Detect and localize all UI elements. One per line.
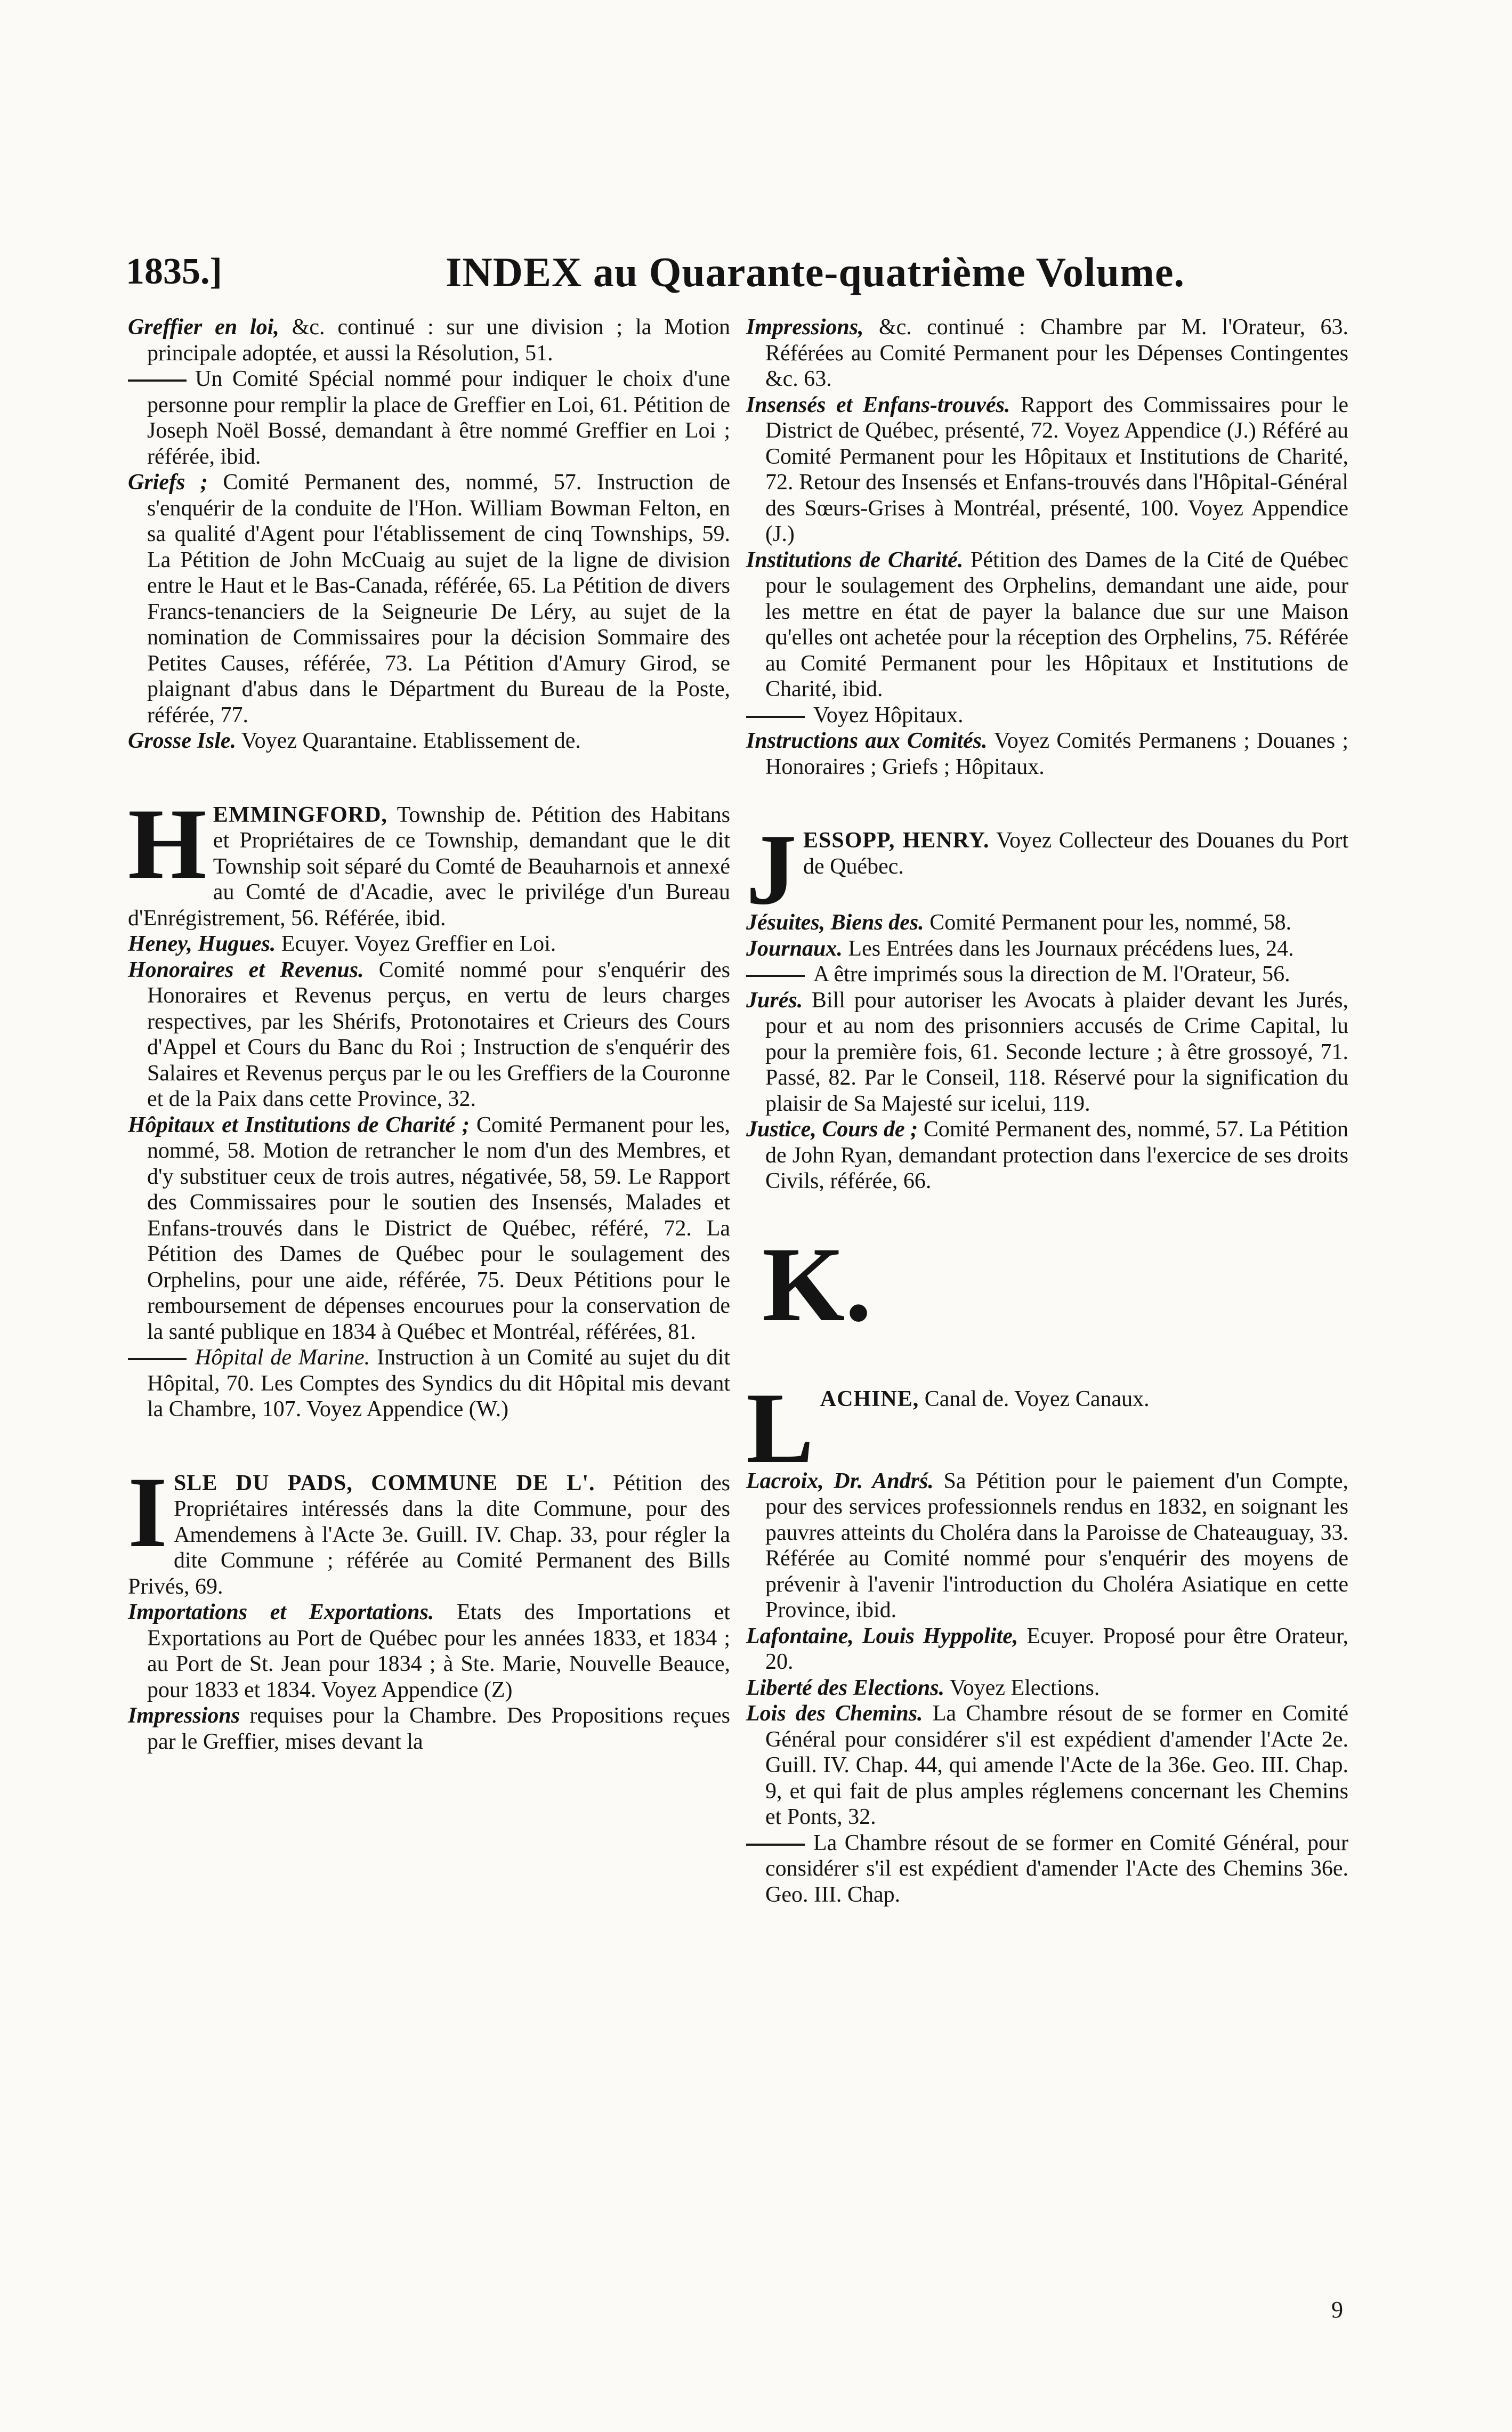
- index-entry: [746, 962, 1348, 988]
- entry-text: &c. continué : sur une division ; la Motion principale adoptée, et aussi la Résolution, 51.: [147, 315, 730, 366]
- entry-headword: Impressions: [128, 1703, 240, 1728]
- entry-headword: SLE DU PADS, COMMUNE DE L'.: [173, 1470, 595, 1496]
- entry-headword: Impressions,: [746, 315, 864, 340]
- entry-text: Un Comité Spécial nommé pour indiquer le choix d'une personne pour remplir la place de Greffier en Loi, 61. Pétition de Joseph Noël Bossé, demandant à être nommé Greffier en Loi ; référée, ibid.: [147, 367, 730, 469]
- page-header: [126, 251, 1357, 298]
- index-entry: [746, 910, 1348, 936]
- header-title: INDEX au Quarante-quatrième Volume.: [446, 249, 1185, 295]
- index-entry: [746, 1623, 1348, 1675]
- entry-text: Ecuyer. Proposé pour être Orateur, 20.: [765, 1623, 1349, 1674]
- index-entry: [746, 1468, 1348, 1623]
- entry-text: requises pour la Chambre. Des Propositions reçues par le Greffier, mises devant la: [147, 1703, 730, 1754]
- ditto-dash: [746, 1844, 805, 1846]
- entry-text: La Chambre résout de se former en Comité Général pour considérer s'il est expédient d'amender l'Acte 2e. Guill. IV. Chap. 44, qui amende l'Acte de la 36e. Geo. III. Chap. 9, et qui fait de plus amples réglemens concernant les Chemins et Ponts, 32.: [765, 1701, 1349, 1829]
- entry-text: Instruction à un Comité au sujet du dit Hôpital, 70. Les Comptes des Syndics du dit Hôpital mis devant la Chambre, 107. Voyez Appendice (W.): [147, 1345, 730, 1421]
- entry-text: Comité Permanent des, nommé, 57. Instruction de s'enquérir de la conduite de l'Hon. William Bowman Felton, en sa qualité d'Agent pour l'établissement de cinq Townships, 59. La Pétition de John McCuaig au sujet de la ligne de division entre le Haut et le Bas-Canada, référée, 65. La Pétition de divers Francs-tenanciers de la Seigneurie De Léry, au sujet de la nomination de Commissaires pour la décision Sommaire des Petites Causes, référée, 73. La Pétition d'Amury Girod, se plaignant d'abus dans le Départment du Bureau de la Poste, référée, 77.: [147, 470, 731, 728]
- drop-initial: H: [128, 788, 207, 900]
- index-entry: [746, 1117, 1348, 1194]
- entry-headword: Lacroix, Dr. Andrś.: [746, 1468, 934, 1493]
- entry-headword: EMMINGFORD,: [213, 802, 387, 827]
- index-entry: [128, 788, 730, 932]
- entry-text: Voyez Hôpitaux.: [813, 702, 964, 728]
- entry-subheading: Hôpital de Marine.: [195, 1345, 370, 1370]
- entry-headword: Importations et Exportations.: [128, 1600, 434, 1625]
- header-year: 1835.]: [126, 251, 222, 292]
- index-entry: [746, 702, 1348, 729]
- index-entry: [128, 1345, 730, 1423]
- index-entry: [746, 728, 1348, 780]
- entry-headword: Justice, Cours de ;: [746, 1117, 918, 1142]
- index-entry: [746, 392, 1348, 547]
- entry-text: Comité nommé pour s'enquérir des Honoraires et Revenus perçus, en vertu de leurs charges respectives, par les Shérifs, Protonotaires et Crieurs des Cours d'Appel et Cours du Banc du Roi ; Instruction de s'enquérir des Salaires et Revenus perçus par le ou les Greffiers de la Couronne et de la Paix dans cette Province, 32.: [147, 957, 731, 1111]
- entry-headword: Jésuites, Biens des.: [746, 910, 924, 935]
- entry-text: Pétition des Dames de la Cité de Québec pour le soulagement des Orphelins, demandant une aide, pour les mettre en état de payer la balance due sur une Maison qu'elles ont achetée pour la réception des Orphelins, 75. Référée au Comité Permanent pour les Hôpitaux et Institutions de Charité, ibid.: [765, 547, 1349, 701]
- left-column: [128, 314, 730, 1755]
- ditto-dash: [746, 716, 805, 718]
- entry-text: Voyez Elections.: [944, 1675, 1100, 1700]
- entry-text: Comité Permanent des, nommé, 57. La Pétition de John Ryan, demandant protection dans l'exercice de ses droits Civils, référée, 66.: [765, 1117, 1348, 1193]
- page-mark: 9: [1331, 2297, 1343, 2323]
- entry-headword: Lafontaine, Louis Hyppolite,: [746, 1623, 1018, 1649]
- entry-headword: Hôpitaux et Institutions de Charité ;: [128, 1112, 470, 1137]
- entry-headword: Lois des Chemins.: [746, 1701, 923, 1726]
- index-entry: [746, 1830, 1348, 1908]
- entry-text: Voyez Comités Permanens ; Douanes ; Honoraires ; Griefs ; Hôpitaux.: [765, 729, 1348, 779]
- index-entry: [128, 366, 730, 470]
- entry-text: Ecuyer. Voyez Greffier en Loi.: [276, 932, 556, 956]
- index-entry: [746, 936, 1348, 962]
- index-entry: [128, 470, 730, 728]
- index-entry: [128, 1456, 731, 1600]
- entry-text: Voyez Collecteur des Douanes du Port de Québec.: [803, 828, 1348, 879]
- entry-headword: Insensés et Enfans-trouvés.: [746, 392, 1010, 417]
- entry-text: La Chambre résout de se former en Comité Général, pour considérer s'il est expédient d'amender l'Acte des Chemins 36e. Geo. III. Chap.: [765, 1830, 1348, 1907]
- index-entry: [746, 1675, 1348, 1701]
- entry-text: Comité Permanent pour les, nommé, 58. Motion de retrancher le nom d'un des Membres, et d'y substituer ceux de trois autres, négativée, 58, 59. Le Rapport des Commissaires pour le soutien des Insensés, Malades et Enfans-trouvés dans le District de Québec, référé, 72. La Pétition des Dames de Québec pour le soulagement des Orphelins, pour une aide, référée, 75. Deux Pétitions pour le remboursement de dépenses encourues pour la conservation de la santé publique en 1834 à Québec et Montréal, référées, 81.: [147, 1112, 730, 1344]
- entry-text: A être imprimés sous la direction de M. l'Orateur, 56.: [813, 962, 1290, 987]
- index-entry: [746, 314, 1348, 392]
- entry-text: Etats des Importations et Exportations au Port de Québec pour les années 1833, et 1834 ; au Port de St. Jean pour 1834 ; à Ste. Marie, Nouvelle Beauce, pour 1833 et 1834. Voyez Appendice (Z): [147, 1600, 730, 1702]
- index-entry: [128, 1112, 730, 1345]
- ditto-dash: [128, 379, 187, 382]
- entry-text: Pétition des Propriétaires intéressés dans la dite Commune, pour des Amendemens à l'Acte 3e. Guill. IV. Chap. 33, pour régler la dite Commune ; référée au Comité Permanent des Bills Privés, 69.: [128, 1470, 731, 1599]
- entry-text: &c. continué : Chambre par M. l'Orateur, 63. Référées au Comité Permanent pour les Dépenses Contingentes &c. 63.: [765, 315, 1348, 391]
- section-letter: K.: [762, 1225, 872, 1344]
- entry-text: Canal de. Voyez Canaux.: [919, 1386, 1150, 1411]
- index-entry: [746, 988, 1348, 1117]
- drop-initial: I: [128, 1456, 167, 1569]
- entry-text: Township de. Pétition des Habitans et Propriétaires de ce Township, demandant que le dit Township soit séparé du Comté de Beauharnois et annexé au Comté de d'Acadie, avec le privilége d'un Bureau d'Enrégistrement, 56. Référée, ibid.: [128, 802, 730, 931]
- index-entry: [128, 728, 730, 754]
- entry-headword: Greffier en loi,: [128, 315, 279, 340]
- index-entry: [128, 1703, 730, 1755]
- ditto-dash: [746, 975, 805, 977]
- index-entry: [128, 957, 730, 1112]
- entry-headword: Jurés.: [746, 988, 803, 1013]
- entry-headword: Journaux.: [746, 936, 843, 961]
- entry-text: Sa Pétition pour le paiement d'un Compte, pour des services professionnels rendus en 1832, en soignant les pauvres atteints du Choléra dans la Paroisse de Chateauguay, 33. Référée au Comité nommé pour s'enquérir des moyens de prévenir à l'avenir l'introduction du Choléra Asiatique en cette Province, ibid.: [765, 1468, 1349, 1622]
- index-entry: [128, 1599, 730, 1703]
- entry-text: Comité Permanent pour les, nommé, 58.: [924, 910, 1292, 935]
- entry-text: Voyez Quarantaine. Etablissement de.: [236, 729, 581, 753]
- entry-headword: Griefs ;: [128, 470, 208, 495]
- entry-text: Bill pour autoriser les Avocats à plaider devant les Jurés, pour et au nom des prisonniers accusés de Crime Capital, lu pour la première fois, 61. Seconde lecture ; à être grossoyé, 71. Passé, 82. Par le Conseil, 118. Réservé pour la signification du plaisir de Sa Majesté sur icelui, 119.: [765, 988, 1348, 1116]
- ditto-dash: [128, 1358, 187, 1360]
- index-entry: [128, 931, 730, 957]
- entry-headword: Grosse Isle.: [128, 729, 237, 753]
- drop-initial: J: [746, 814, 797, 926]
- entry-headword: ESSOPP, HENRY.: [803, 828, 990, 853]
- entry-headword: Liberté des Elections.: [746, 1675, 945, 1700]
- right-column: [746, 314, 1348, 1908]
- entry-headword: ACHINE,: [820, 1386, 919, 1411]
- index-entry: [128, 314, 730, 366]
- entry-text: Les Entrées dans les Journaux précédens lues, 24.: [842, 936, 1294, 961]
- entry-text: Rapport des Commissaires pour le District de Québec, présenté, 72. Voyez Appendice (J.) Référé au Comité Permanent pour les Hôpitaux et Institutions de Charité, 72. Retour des Insensés et Enfans-trouvés dans l'Hôpital-Général des Sœurs-Grises à Montréal, présenté, 100. Voyez Appendice (J.): [765, 392, 1348, 546]
- entry-headword: Instructions aux Comités.: [746, 729, 988, 753]
- entry-headword: Honoraires et Revenus.: [128, 957, 364, 982]
- index-entry: [746, 547, 1348, 702]
- index-entry: [746, 1701, 1348, 1830]
- drop-initial: L: [746, 1372, 814, 1484]
- entry-headword: Institutions de Charité.: [746, 547, 964, 572]
- entry-headword: Heney, Hugues.: [128, 932, 276, 956]
